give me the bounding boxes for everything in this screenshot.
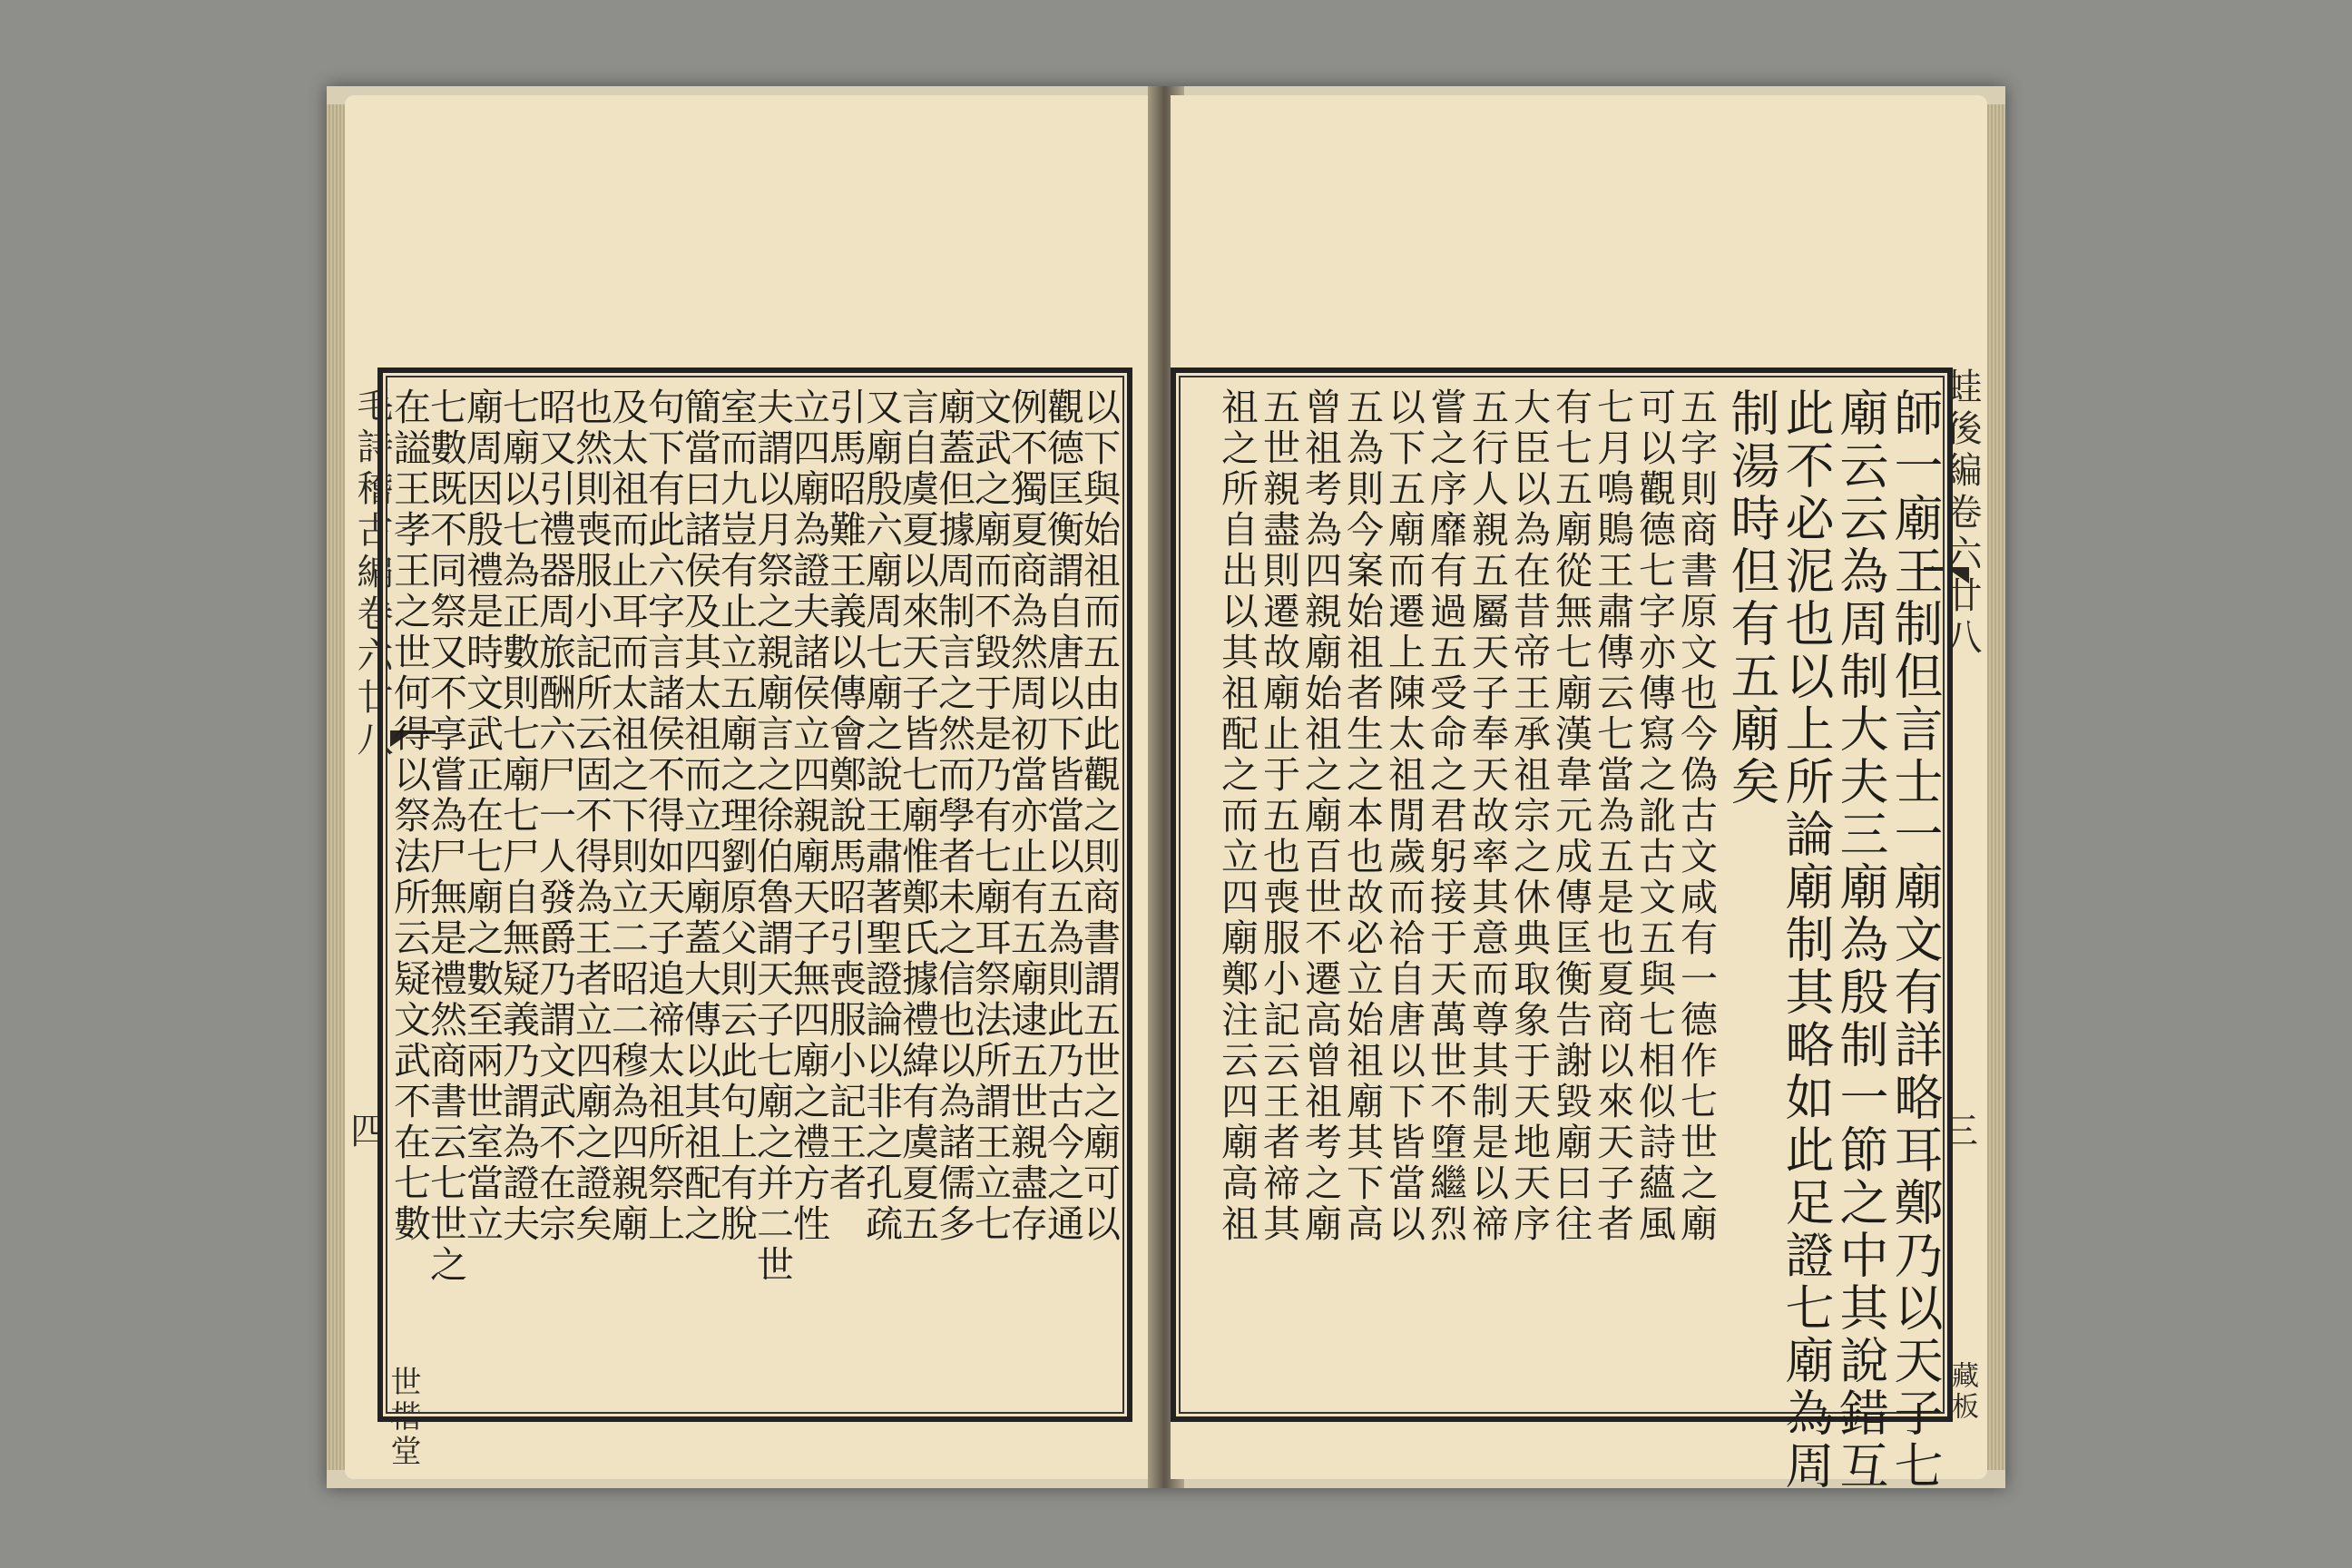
left-page-number: 四 bbox=[350, 1111, 387, 1152]
text-column-large: 師一廟王制但言士一廟文有詳略耳鄭乃以天子七 bbox=[1886, 387, 1944, 1493]
text-column-large: 廟云云為周制大夫三廟為殷制一節之中其說錯互 bbox=[1832, 387, 1889, 1493]
text-column: 五世親盡則遷故廟止于五也喪服小記云王者禘其 bbox=[1257, 387, 1300, 1245]
text-column: 五字則商書原文也今偽古文咸有一德作七世之廟 bbox=[1674, 387, 1718, 1245]
right-page-number: 三 bbox=[1942, 1111, 1978, 1152]
text-column: 昭又引禮器周旅酬六尸一人發爵乃謂文武不在宗 bbox=[533, 387, 576, 1245]
text-column: 言自虞夏以來天子皆七廟惟鄭氏據禮緯有虞夏五 bbox=[896, 387, 939, 1245]
text-column: 觀德匡衡謂自唐以下皆當以五為則此乃古今之通 bbox=[1041, 387, 1084, 1245]
text-column-large: 制湯時但有五廟矣 bbox=[1723, 387, 1780, 808]
text-column: 祖之所自出以其祖配之而立四廟鄭注云四廟高祖 bbox=[1215, 387, 1259, 1245]
text-column: 七月鳴鵙王肅傳云七當為五是也夏商以來天子者 bbox=[1591, 387, 1634, 1245]
right-page bbox=[1171, 95, 1987, 1493]
text-column: 也然則喪服小記所云固不得為王者立四廟之證矣 bbox=[569, 387, 612, 1245]
text-column: 立四廟為證夫諸侯立四親廟天子無四廟之禮方性 bbox=[787, 387, 830, 1245]
text-column-large: 此不必泥也以上所論廟制其略如此足證七廟為周 bbox=[1778, 387, 1835, 1493]
text-column: 在謚王孝王之世何得以祭法所云疑文武不在七數 bbox=[387, 387, 431, 1245]
text-column: 句下有此六字言諸侯不得如天子追禘太祖所祭上 bbox=[642, 387, 685, 1245]
text-column: 曾祖考為四親廟始祖之廟百世不遷高曾祖考之廟 bbox=[1298, 387, 1342, 1245]
right-text-frame bbox=[1171, 368, 1953, 1493]
text-column: 七數既不同祭又不享嘗為尸無是禮然商書云七世之 bbox=[424, 387, 467, 1286]
text-column: 大臣以為在昔帝王承祖宗之休典取象于天地天序 bbox=[1507, 387, 1551, 1245]
text-column: 又廟殷六廟周七廟之說王肅著聖證論以非之孔疏 bbox=[859, 387, 903, 1245]
text-column: 嘗之序靡有過五受命之君躬接于天萬世不墮繼烈 bbox=[1424, 387, 1467, 1245]
text-column: 夫謂以月祭之親廟言之徐伯魯謂天子七廟之并二世 bbox=[750, 387, 794, 1286]
right-publisher: 藏板 bbox=[1946, 1361, 1978, 1423]
text-column: 五為則今案始祖者生之本也故必立始祖廟其下高 bbox=[1340, 387, 1384, 1245]
page-stack-right bbox=[1985, 104, 2005, 1470]
text-column: 文武之廟而不毀于是乃有七廟耳祭法所謂王立七 bbox=[968, 387, 1012, 1245]
text-column: 廟蓋但據周制言之然而學者未之信也以為諸儒多 bbox=[932, 387, 975, 1245]
text-column: 以下與始祖而五由此觀之則商書謂五世之廟可以 bbox=[1077, 387, 1121, 1245]
text-column: 七廟以七為正數則七廟七尸自無疑義乃謂為證夫 bbox=[496, 387, 540, 1245]
text-column: 及太祖而止耳而太祖之下則立二昭二穆為四親廟 bbox=[605, 387, 649, 1245]
text-column: 五行人親五屬天子奉天故率其意而尊其制是以禘 bbox=[1465, 387, 1509, 1245]
text-column: 引馬昭難王義以傳會鄭說馬昭引喪服小記王者 bbox=[823, 387, 867, 1204]
text-column: 廟周因殷禮是時文武正在七廟之數至兩世室當立 bbox=[460, 387, 504, 1245]
text-column: 可以觀德七字亦傳寫之訛古文五與七相似詩蘊風 bbox=[1632, 387, 1676, 1245]
text-column: 例不獨夏商為然周初當亦止有五廟逮五世親盡存 bbox=[1004, 387, 1048, 1245]
left-page bbox=[345, 95, 1161, 1479]
page-stack-left bbox=[327, 104, 347, 1470]
left-publisher: 世楷堂 bbox=[385, 1366, 421, 1469]
right-side-title: 蛙後編卷六廿八 bbox=[1940, 368, 1982, 660]
left-side-title: 毛詩稽古編卷六廿八 bbox=[351, 386, 393, 761]
text-column: 以下五廟而遷上陳太祖閒歲而祫自唐以下皆當以 bbox=[1382, 387, 1426, 1245]
left-text-frame bbox=[377, 368, 1132, 1422]
text-column: 簡當曰諸侯及其太祖而立四廟蓋大傳以其祖配之 bbox=[678, 387, 721, 1245]
open-book bbox=[327, 86, 2005, 1493]
text-column: 室而九豈有止立五廟之理劉原父則云此句上有脫 bbox=[714, 387, 758, 1245]
text-column: 有七五廟從無七廟漢韋元成傳匡衡告謝毀廟曰往 bbox=[1549, 387, 1592, 1245]
